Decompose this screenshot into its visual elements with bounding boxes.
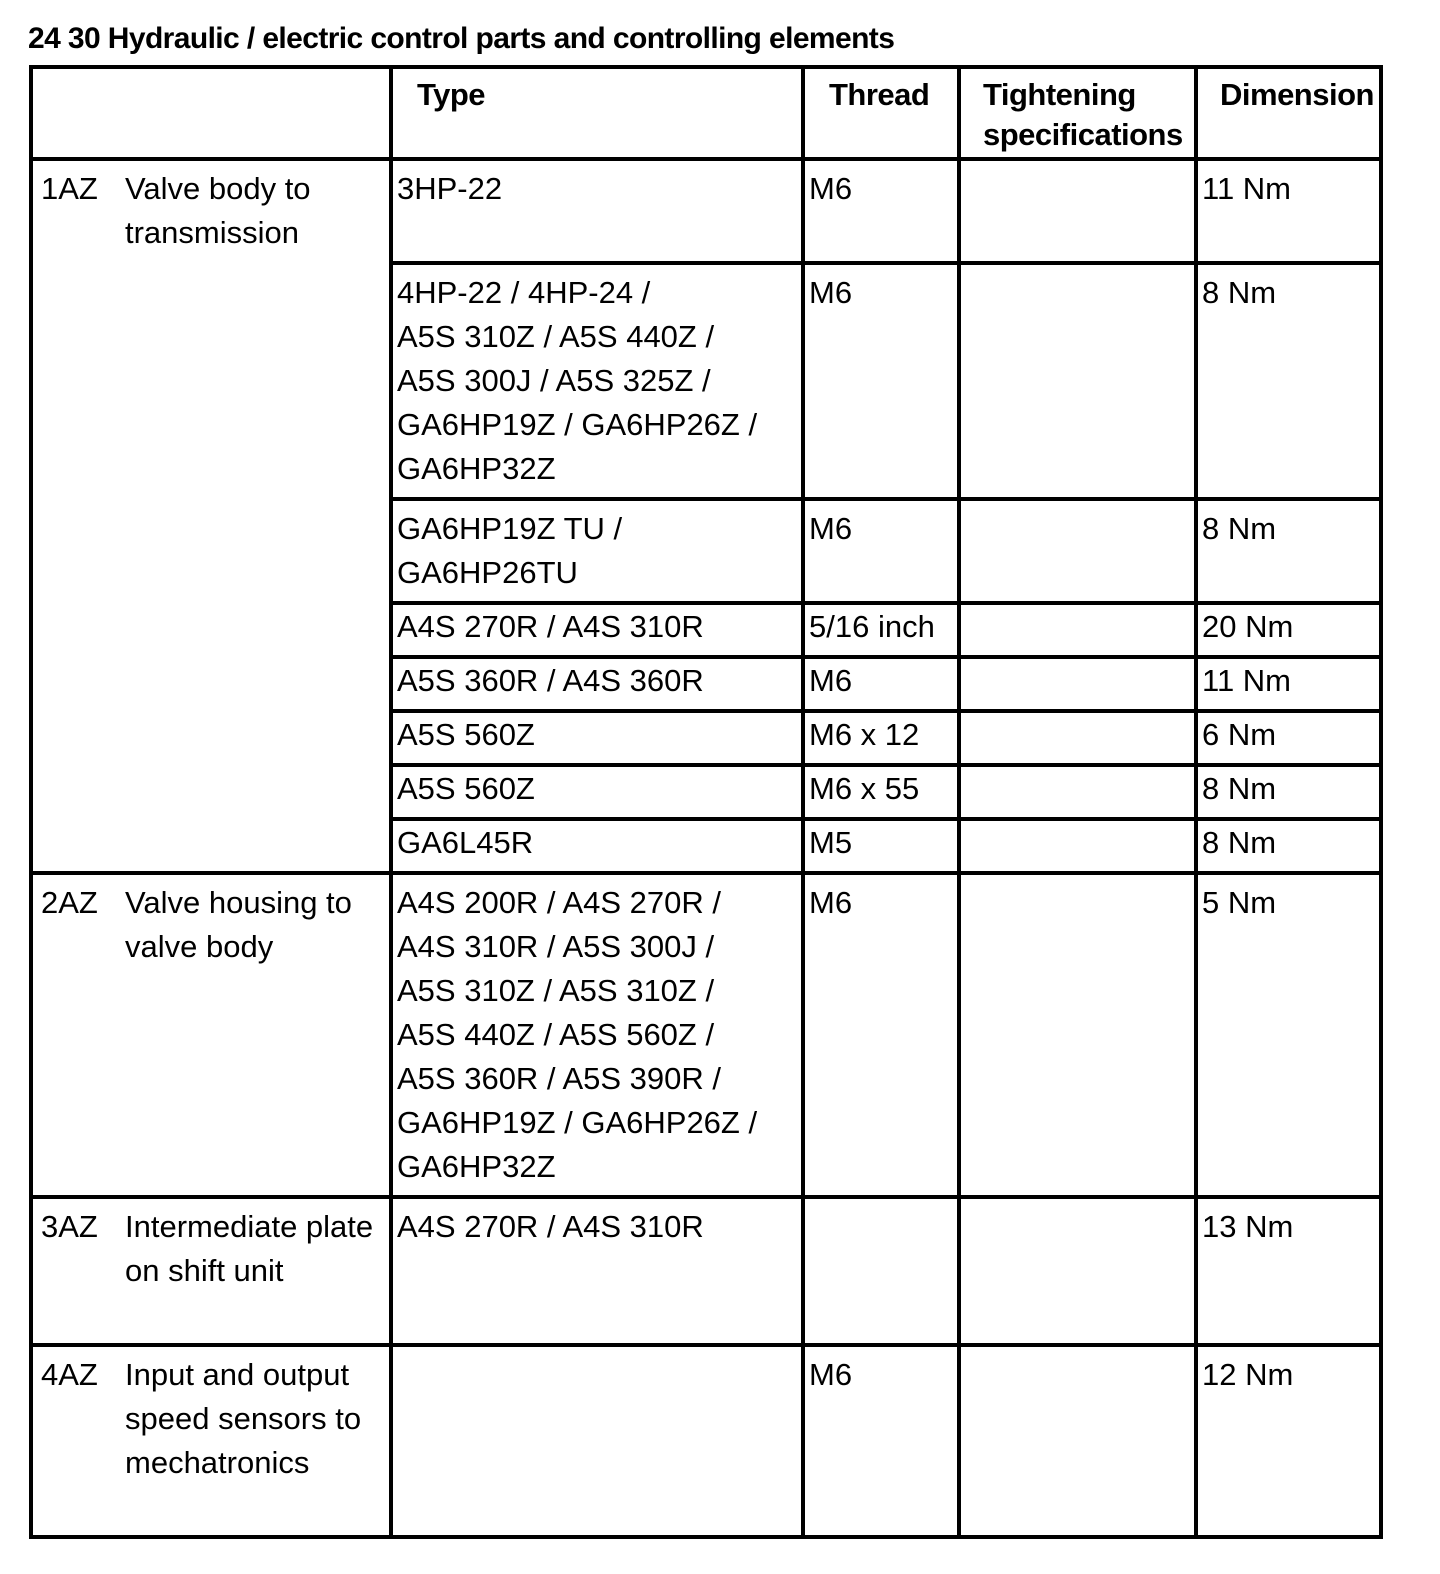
group-cell-4az xyxy=(31,1345,391,1537)
table-row xyxy=(31,1197,1381,1345)
header-dimension: Dimension xyxy=(1196,67,1381,159)
dimension-cell: 8 Nm xyxy=(1196,263,1381,499)
type-cell: GA6L45R xyxy=(391,819,803,873)
dimension-cell: 20 Nm xyxy=(1196,603,1381,657)
group-code: 4AZ xyxy=(41,1357,98,1392)
thread-cell: M6 x 55 xyxy=(803,765,959,819)
torque-spec-table xyxy=(29,65,1383,1539)
type-cell: GA6HP19Z TU / GA6HP26TU xyxy=(391,499,803,603)
group-cell-3az xyxy=(31,1197,391,1345)
tightening-cell xyxy=(959,765,1196,819)
table-row xyxy=(31,1345,1381,1537)
header-tightening-specifications: Tightening specifications xyxy=(959,67,1196,159)
tightening-cell xyxy=(959,159,1196,263)
document-title: 24 30 Hydraulic / electric control parts and controlling elements xyxy=(28,22,895,55)
type-cell: A4S 200R / A4S 270R / A4S 310R / A5S 300J / A5S 310Z / A5S 310Z / A5S 440Z / A5S 560Z / A5S 360R / A5S 390R / GA6HP19Z / GA6HP26Z / GA6HP32Z xyxy=(391,873,803,1197)
tightening-cell xyxy=(959,1197,1196,1345)
table-header-row xyxy=(31,67,1381,159)
thread-cell xyxy=(803,1197,959,1345)
group-code: 1AZ xyxy=(41,171,98,206)
thread-cell: M6 xyxy=(803,873,959,1197)
dimension-cell: 13 Nm xyxy=(1196,1197,1381,1345)
type-cell: A4S 270R / A4S 310R xyxy=(391,603,803,657)
thread-cell: M6 xyxy=(803,263,959,499)
thread-cell: M6 xyxy=(803,499,959,603)
group-cell-2az xyxy=(31,873,391,1197)
thread-cell: M6 xyxy=(803,657,959,711)
tightening-cell xyxy=(959,711,1196,765)
tightening-cell xyxy=(959,819,1196,873)
thread-cell: 5/16 inch xyxy=(803,603,959,657)
dimension-cell: 8 Nm xyxy=(1196,819,1381,873)
dimension-cell: 8 Nm xyxy=(1196,499,1381,603)
thread-cell: M6 xyxy=(803,1345,959,1537)
tightening-cell xyxy=(959,603,1196,657)
type-cell: 4HP-22 / 4HP-24 / A5S 310Z / A5S 440Z / A5S 300J / A5S 325Z / GA6HP19Z / GA6HP26Z / GA6HP32Z xyxy=(391,263,803,499)
group-description: Input and output speed sensors to mechatronics xyxy=(125,1357,362,1480)
dimension-cell: 11 Nm xyxy=(1196,159,1381,263)
type-cell: A5S 360R / A4S 360R xyxy=(391,657,803,711)
dimension-cell: 5 Nm xyxy=(1196,873,1381,1197)
type-cell: A5S 560Z xyxy=(391,711,803,765)
dimension-cell: 8 Nm xyxy=(1196,765,1381,819)
tightening-cell xyxy=(959,263,1196,499)
type-cell xyxy=(391,1345,803,1537)
thread-cell: M5 xyxy=(803,819,959,873)
group-code: 3AZ xyxy=(41,1209,98,1244)
type-cell: A5S 560Z xyxy=(391,765,803,819)
tightening-cell xyxy=(959,657,1196,711)
type-cell: A4S 270R / A4S 310R xyxy=(391,1197,803,1345)
header-type: Type xyxy=(391,67,803,159)
group-cell-1az xyxy=(31,159,391,873)
thread-cell: M6 x 12 xyxy=(803,711,959,765)
group-description: Valve body to transmission xyxy=(125,171,311,250)
group-description: Intermediate plate on shift unit xyxy=(125,1209,374,1288)
tightening-cell xyxy=(959,1345,1196,1537)
tightening-cell xyxy=(959,873,1196,1197)
thread-cell: M6 xyxy=(803,159,959,263)
header-thread: Thread xyxy=(803,67,959,159)
dimension-cell: 6 Nm xyxy=(1196,711,1381,765)
table-row xyxy=(31,159,1381,263)
group-description: Valve housing to valve body xyxy=(125,885,352,964)
dimension-cell: 11 Nm xyxy=(1196,657,1381,711)
table-row xyxy=(31,873,1381,1197)
dimension-cell: 12 Nm xyxy=(1196,1345,1381,1537)
group-code: 2AZ xyxy=(41,885,98,920)
header-item xyxy=(31,67,391,159)
tightening-cell xyxy=(959,499,1196,603)
type-cell: 3HP-22 xyxy=(391,159,803,263)
